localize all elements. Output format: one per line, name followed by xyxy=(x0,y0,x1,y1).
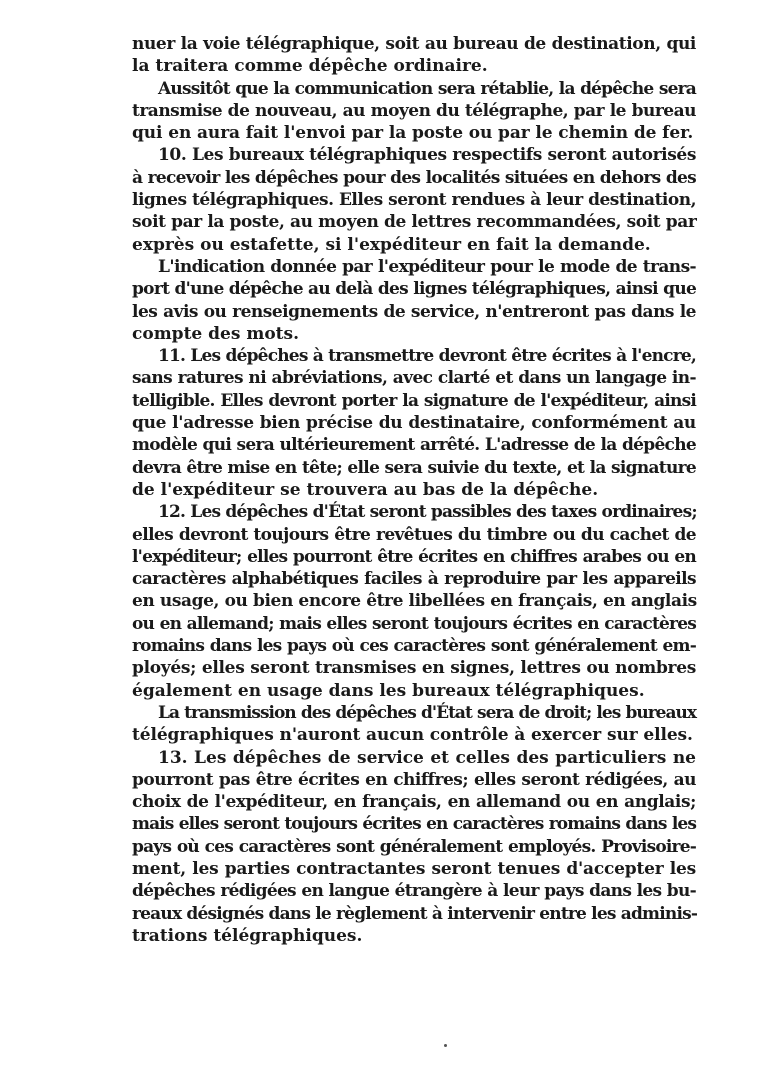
text-line: reaux désignés dans le règlement à intervenir entre les adminis- xyxy=(132,903,698,924)
text-line: à recevoir les dépêches pour des localités situées en dehors des xyxy=(132,167,696,188)
text-line: modèle qui sera ultérieurement arrêté. L'adresse de la dépêche xyxy=(132,435,696,456)
text-line: ment, les parties contractantes seront tenues d'accepter les xyxy=(132,858,696,879)
text-line: ployés; elles seront transmises en signes, lettres ou nombres xyxy=(132,658,696,679)
body-text xyxy=(132,33,696,947)
text-line: caractères alphabétiques faciles à reproduire par les appareils xyxy=(132,569,696,590)
text-line: trations télégraphiques. xyxy=(132,925,363,946)
text-line: elles devront toujours être revêtues du timbre ou du cachet de xyxy=(132,524,696,545)
text-line: également en usage dans les bureaux télégraphiques. xyxy=(132,680,645,701)
text-line: 12. Les dépêches d'État seront passibles des taxes ordinaires; xyxy=(158,502,697,523)
text-line: l'expéditeur; elles pourront être écrites en chiffres arabes ou en xyxy=(132,546,696,567)
text-line: devra être mise en tête; elle sera suivie du texte, et la signature xyxy=(132,457,696,478)
text-line: nuer la voie télégraphique, soit au bureau de destination, qui xyxy=(132,34,696,54)
text-line: que l'adresse bien précise du destinataire, conformément au xyxy=(132,413,696,434)
text-line: compte des mots. xyxy=(132,323,300,344)
text-line: en usage, ou bien encore être libellées en français, en anglais xyxy=(132,591,697,612)
page-dot-mark xyxy=(444,1044,447,1047)
text-line: ou en allemand; mais elles seront toujours écrites en caractères xyxy=(132,613,696,634)
text-line: transmise de nouveau, au moyen du télégraphe, par le bureau xyxy=(132,100,696,121)
text-line: choix de l'expéditeur, en français, en allemand ou en anglais; xyxy=(132,792,696,813)
text-line: soit par la poste, au moyen de lettres recommandées, soit par xyxy=(132,212,697,233)
text-line: La transmission des dépêches d'État sera de droit; les bureaux xyxy=(158,702,696,723)
text-line: Aussitôt que la communication sera rétablie, la dépêche sera xyxy=(158,78,696,99)
text-line: exprès ou estafette, si l'expéditeur en fait la demande. xyxy=(132,234,651,255)
text-line: 11. Les dépêches à transmettre devront être écrites à l'encre, xyxy=(158,346,696,367)
text-line: télégraphiques n'auront aucun contrôle à exercer sur elles. xyxy=(132,725,693,746)
text-line: la traitera comme dépêche ordinaire. xyxy=(132,56,488,77)
text-line: 13. Les dépêches de service et celles des particuliers ne xyxy=(158,747,696,768)
text-line: pays où ces caractères sont généralement employés. Provisoire- xyxy=(132,836,696,857)
text-line: L'indication donnée par l'expéditeur pour le mode de trans- xyxy=(158,256,696,277)
text-line: sans ratures ni abréviations, avec clarté et dans un langage in- xyxy=(132,368,696,389)
text-line: pourront pas être écrites en chiffres; elles seront rédigées, au xyxy=(132,769,696,790)
text-line: qui en aura fait l'envoi par la poste ou par le chemin de fer. xyxy=(132,123,694,144)
text-line: 10. Les bureaux télégraphiques respectifs seront autorisés xyxy=(158,145,696,166)
text-line: romains dans les pays où ces caractères sont généralement em- xyxy=(132,636,696,657)
text-line: telligible. Elles devront porter la signature de l'expéditeur, ainsi xyxy=(132,390,696,411)
text-line: les avis ou renseignements de service, n'entreront pas dans le xyxy=(132,301,696,322)
text-line: lignes télégraphiques. Elles seront rendues à leur destination, xyxy=(132,190,696,211)
text-line: mais elles seront toujours écrites en caractères romains dans les xyxy=(132,814,696,835)
text-line: dépêches rédigées en langue étrangère à leur pays dans les bu- xyxy=(132,881,696,902)
text-line: port d'une dépêche au delà des lignes télégraphiques, ainsi que xyxy=(132,279,697,300)
text-line: de l'expéditeur se trouvera au bas de la dépêche. xyxy=(132,479,599,500)
